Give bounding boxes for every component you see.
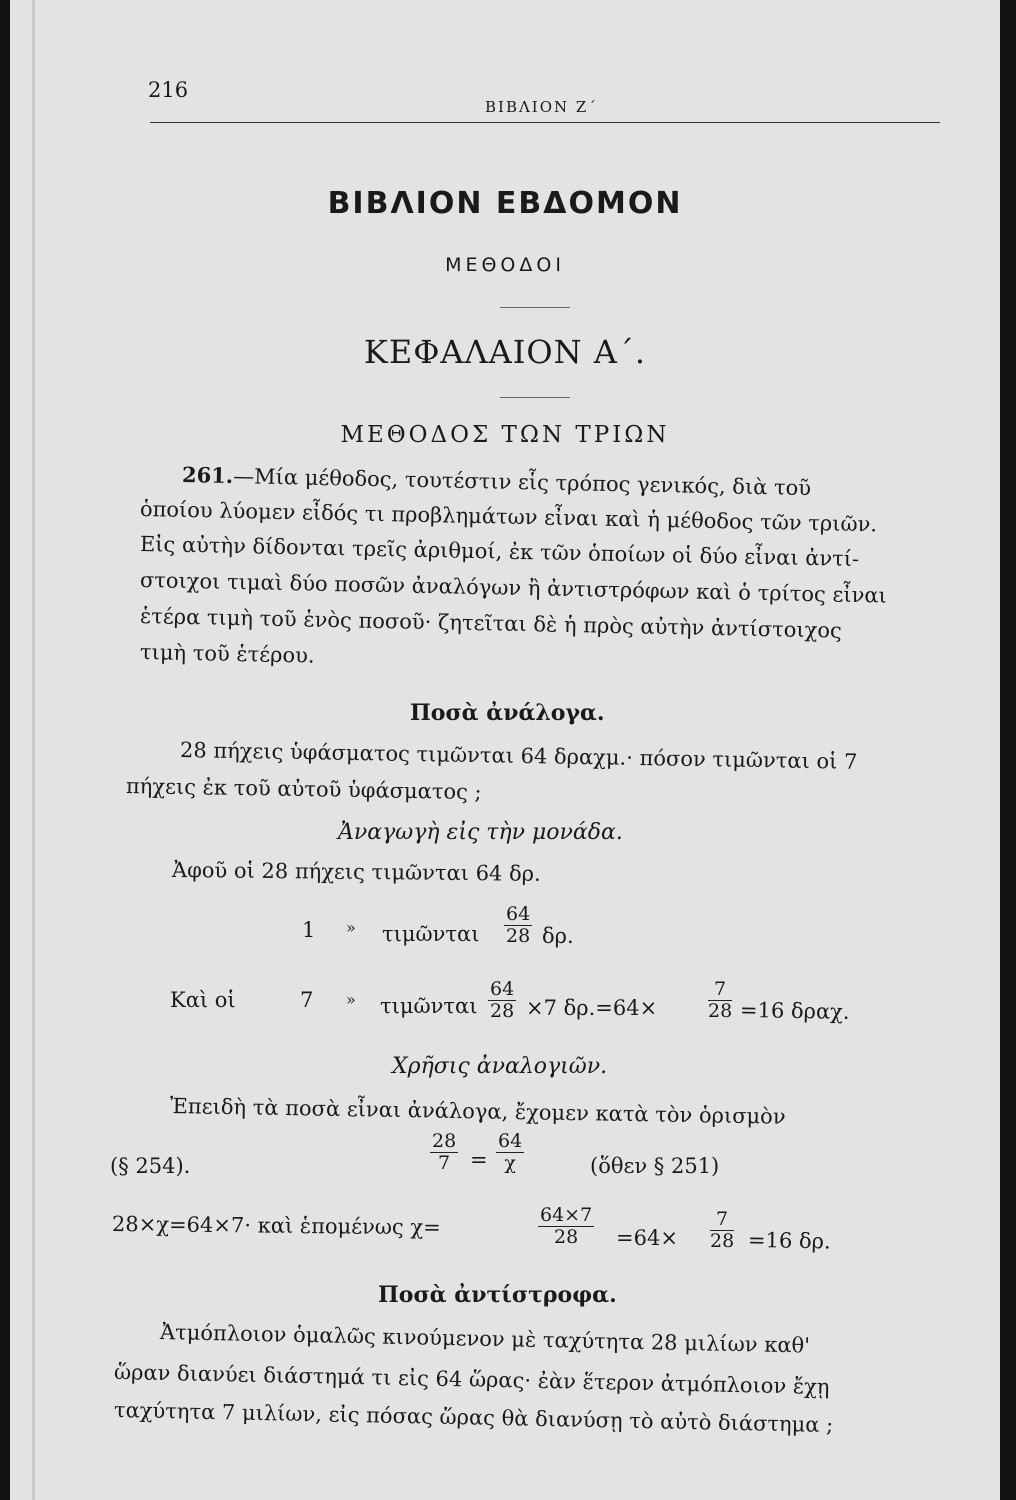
section-title: ΜΕΘΟΔΟΣ ΤΩΝ ΤΡΙΩΝ: [340, 422, 670, 448]
subheading-proportions: Χρῆσις ἀναλογιῶν.: [392, 1054, 608, 1079]
proportion-line: Ἐπειδὴ τὰ ποσὰ εἶναι ἀνάλογα, ἔχομεν κατὰ τὸν ὁρισμὸν: [169, 1094, 786, 1129]
subheading-analoga: Ποσὰ ἀνάλογα.: [410, 700, 605, 726]
page-gutter: [32, 0, 35, 1500]
section-reference: (§ 254).: [110, 1154, 191, 1178]
problem-line: 28 πήχεις ὑφάσματος τιμῶνται 64 δραχμ.· πόσον τιμῶνται οἱ 7: [179, 738, 858, 774]
expression: ×7 δρ.=64×: [526, 996, 658, 1020]
equation-note: (ὅθεν § 251): [590, 1154, 720, 1178]
paragraph-line: [182, 462, 812, 500]
book-page: [10, 0, 1000, 1500]
step-count: 7: [300, 988, 314, 1012]
unit: δρ.: [542, 924, 574, 948]
problem-line: Ἀτμόπλοιον ὁμαλῶς κινούμενον μὲ ταχύτητα 28 μιλίων καθ': [159, 1320, 811, 1358]
fraction-denominator: 28: [554, 1226, 579, 1248]
fraction-denominator: 7: [438, 1152, 451, 1174]
divider: [500, 397, 570, 398]
subheading-reduction: Ἀναγωγὴ εἰς τὴν μονάδα.: [338, 820, 623, 845]
problem-line: ταχύτητα 7 μιλίων, εἰς πόσας ὥρας θὰ διανύσῃ τὸ αὐτὸ διάστημα ;: [113, 1398, 834, 1438]
fraction-denominator: χ: [504, 1152, 516, 1174]
book-subtitle: ΜΕΘΟΔΟΙ: [445, 254, 565, 276]
fraction: [708, 980, 732, 1021]
fraction-denominator: 28: [710, 1230, 735, 1252]
book-title: ΒΙΒΛΙΟΝ ΕΒΔΟΜΟΝ: [327, 186, 683, 221]
result: =16 δραχ.: [739, 998, 850, 1024]
paragraph-number: 261.: [181, 462, 234, 489]
fraction-denominator: 28: [506, 925, 531, 947]
running-head: ΒΙΒΛΙΟΝ Ζ΄: [485, 98, 598, 116]
paragraph-line: ὁποίου λύομεν εἶδός τι προβλημάτων εἶναι καὶ ἡ μέθοδος τῶν τριῶν.: [139, 497, 878, 537]
subheading-antistrofa: Ποσὰ ἀντίστροφα.: [378, 1282, 617, 1308]
ditto-mark: »: [346, 918, 356, 937]
step-line: Ἀφοῦ οἱ 28 πήχεις τιμῶνται 64 δρ.: [171, 858, 541, 886]
fraction-denominator: 28: [490, 1000, 515, 1022]
fraction-numerator: 64: [490, 978, 515, 1000]
divider: [500, 307, 570, 308]
chapter-title: ΚΕΦΑΛΑΙΟΝ Α΄.: [363, 333, 647, 371]
fraction: [430, 1132, 458, 1173]
fraction-numerator: 64: [506, 903, 531, 925]
fraction-numerator: 7: [708, 980, 732, 1001]
step-lead: Καὶ οἱ: [170, 988, 236, 1012]
fraction-numerator: 64: [498, 1130, 523, 1152]
paragraph-line: ἑτέρα τιμὴ τοῦ ἑνὸς ποσοῦ· ζητεῖται δὲ ἡ πρὸς αὐτὴν ἀντίστοιχος: [139, 604, 843, 643]
fraction-numerator: 64×7: [540, 1204, 593, 1226]
step-verb: τιμῶνται: [380, 994, 478, 1018]
fraction-numerator: 28: [432, 1130, 457, 1152]
fraction: [496, 1132, 524, 1173]
fraction: [504, 905, 532, 946]
expression: =64×: [616, 1226, 678, 1250]
fraction-numerator: 7: [710, 1210, 734, 1231]
paragraph-line: Εἰς αὐτὴν δίδονται τρεῖς ἀριθμοί, ἐκ τῶν ὁποίων οἱ δύο εἶναι ἀντί-: [139, 532, 860, 572]
header-rule: [150, 122, 940, 123]
step-verb: τιμῶνται: [382, 922, 480, 946]
paragraph-line: τιμὴ τοῦ ἑτέρου.: [139, 640, 315, 668]
fraction-denominator: 28: [708, 1000, 733, 1022]
paragraph-text: —Μία μέθοδος, τουτέστιν εἷς τρόπος γενικός, διὰ τοῦ: [232, 464, 812, 501]
equation-lead: 28×χ=64×7· καὶ ἑπομένως χ=: [111, 1212, 441, 1240]
page-number: 216: [148, 78, 189, 102]
fraction: [538, 1206, 594, 1247]
fraction: [710, 1210, 734, 1251]
problem-line: πήχεις ἐκ τοῦ αὐτοῦ ὑφάσματος ;: [125, 774, 482, 805]
problem-line: ὥραν διανύει διάστημά τι εἰς 64 ὥρας· ἐὰν ἕτερον ἀτμόπλοιον ἔχῃ: [113, 1360, 830, 1399]
paragraph-line: στοιχοι τιμαὶ δύο ποσῶν ἀναλόγων ἢ ἀντιστρόφων καὶ ὁ τρίτος εἶναι: [139, 568, 888, 608]
equals-sign: =: [470, 1148, 488, 1172]
fraction: [488, 980, 516, 1021]
step-count: 1: [302, 918, 316, 942]
ditto-mark: »: [346, 990, 356, 1009]
result: =16 δρ.: [747, 1228, 831, 1254]
